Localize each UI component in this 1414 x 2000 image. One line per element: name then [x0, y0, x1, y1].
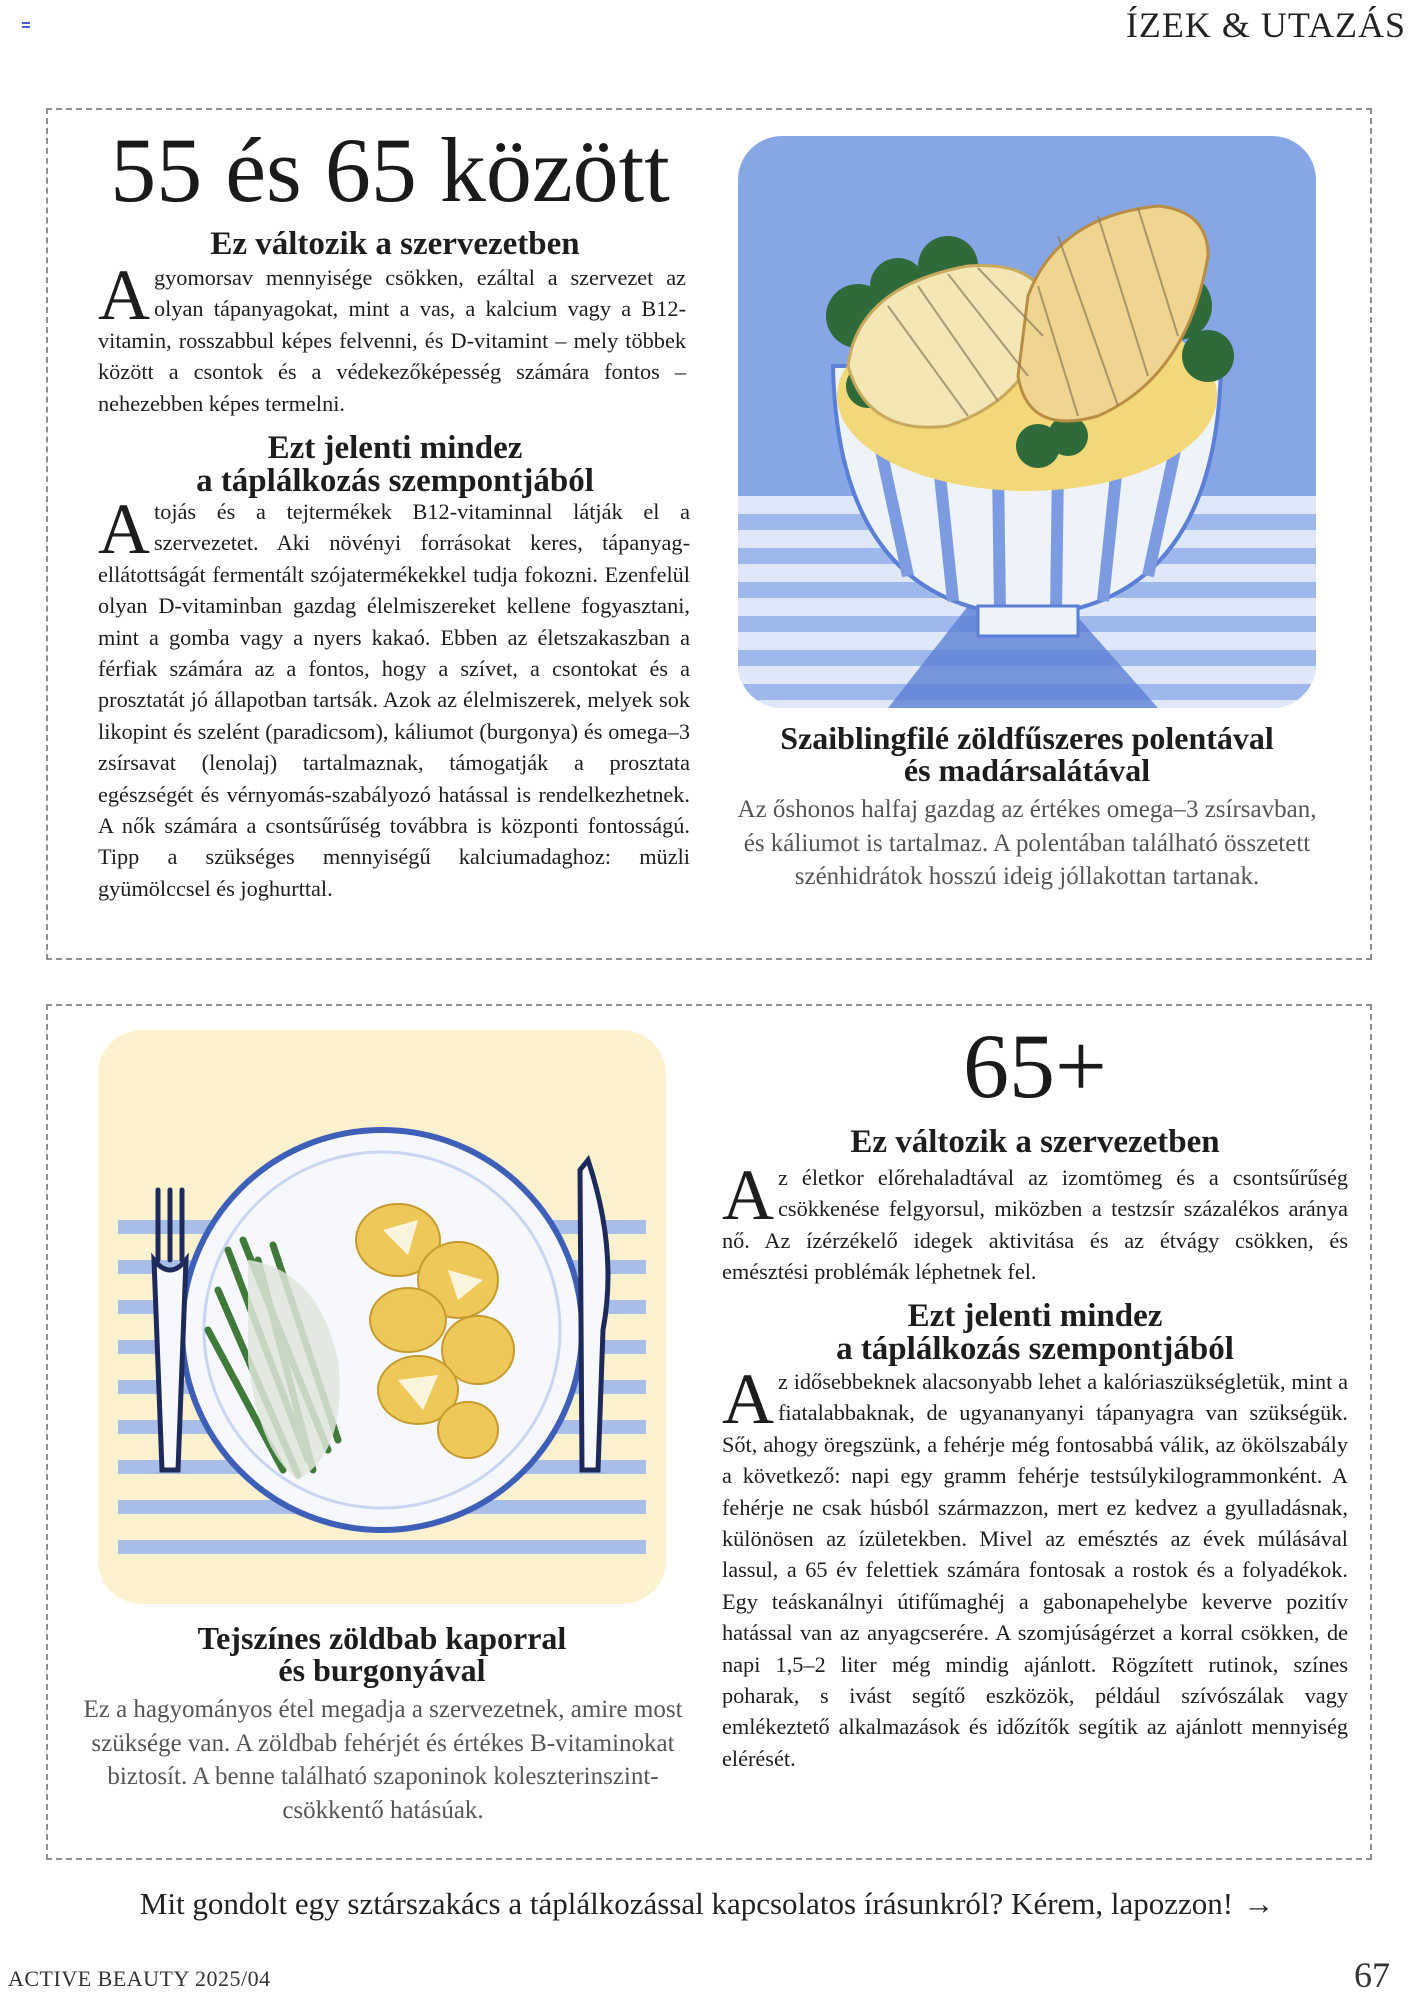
heading-meaning-2: Ezt jelenti mindez a táplálkozás szempontjából: [836, 1298, 1234, 1367]
recipe-title-greenbeans: Tejszínes zöldbab kaporral és burgonyával: [197, 1620, 567, 1688]
section-title-65-plus: 65+: [963, 1015, 1107, 1117]
magazine-issue: ACTIVE BEAUTY 2025/04: [8, 1966, 271, 1991]
heading-changes-2: Ez változik a szervezetben: [850, 1124, 1220, 1160]
arrow-right-icon[interactable]: →: [1243, 1886, 1275, 1921]
recipe-description-fish: Az őshonos halfaj gazdag az értékes omega–3 zsírsavban, és káliumot is tartalmaz. A polentában található összetett szénhidrátok hosszú ideig jóllakottan tartanak.: [737, 796, 1317, 890]
page-number: 67: [1354, 1955, 1390, 1995]
fish-polenta-illustration: [738, 136, 1316, 708]
paragraph-meaning-2: Az idősebbeknek alacsonyabb lehet a kalóriaszükségletük, mint a fiatalabbaknak, de ugyananyanyi tápanyagra van szükségük. Sőt, ahogy öregszünk, a fehérje még fontosabbá válik, az ökölszabály a következő: napi egy gramm fehérje testsúlykilogrammonként. A fehérje ne csak húsból származzon, mert ez kedvez a gyulladásnak, különösen az ízületekben. Mivel az emésztés az évek múlásával lassul, a 65 év felettiek számára fontosak a rostok és a folyadékok. Egy teáskanálnyi útifűmaghéj a gabonapehelybe keverve pozitív hatással van az anyagcserére. A szomjúságérzet a korral csökken, de napi 1,5–2 liter még mindig ajánlott. Rögzített rutinok, színes poharak, s ivást segítő eszközök, például szívószálak vagy emlékeztető alkalmazások és időzítők segítik az ajánlott mennyiség elérését.: [722, 1359, 1348, 1771]
recipe-title-fish: Szaiblingfilé zöldfűszeres polentával és madársalátával: [780, 720, 1274, 788]
heading-changes-1: Ez változik a szervezetben: [210, 226, 580, 262]
page-turn-teaser[interactable]: Mit gondolt egy sztárszakács a táplálkozással kapcsolatos írásunkról? Kérem, lapozzon! →: [139, 1886, 1275, 1921]
dropcap: A: [722, 1359, 774, 1439]
heading-meaning-1: Ezt jelenti mindez a táplálkozás szempontjából: [196, 430, 594, 499]
corner-mark: [22, 22, 30, 28]
paragraph-changes-1: Agyomorsav mennyisége csökken, ezáltal a szervezet az olyan tápanyagokat, mint a vas, a kalcium vagy a B12-vitamin, rosszabbul képes felvenni, és D-vitamint – mely többek között a csontok és a védekezőképesség számára fontos – nehezebben képes termelni.: [98, 255, 686, 416]
dropcap: A: [98, 489, 150, 569]
recipe-description-greenbeans: Ez a hagyományos étel megadja a szervezetnek, amire most szüksége van. A zöldbab fehérjét és értékes B-vitaminokat biztosít. A benne található szaponinok koleszterinszint-csökkentő hatásúak.: [83, 1696, 683, 1824]
greenbeans-potatoes-illustration: [98, 1030, 666, 1604]
section-title-55-65: 55 és 65 között: [110, 119, 670, 221]
dropcap: A: [98, 255, 150, 335]
paragraph-changes-2: Az életkor előrehaladtával az izomtömeg és a csontsűrűség csökkenése felgyorsul, miközben a testzsír százalékos aránya nő. Az ízérzékelő idegek aktivitása és az étvágy csökken, és emésztési problémák léphetnek fel.: [722, 1155, 1348, 1285]
dropcap: A: [722, 1155, 774, 1235]
section-label: ÍZEK & UTAZÁS: [1125, 5, 1406, 45]
paragraph-meaning-1: Atojás és a tejtermékek B12-vitaminnal látják el a szervezetet. Aki növényi forrásokat keres, tápanyag-ellátottságát fermentált szójatermékekkel tudja fokozni. Ezenfelül olyan D-vitaminban gazdag élelmiszereket kellene fogyasztani, mint a gomba vagy a nyers kakaó. Ebben az életszakaszban a férfiak számára az a fontos, hogy a szívet, a csontokat és a prosztatát jó állapotban tartsák. Azok az élelmiszerek, melyek sok likopint és szelént (paradicsom), káliumot (burgonya) és omega–3 zsírsavat (lenolaj) tartalmaznak, támogatják a prosztata egészségét és vérnyomás-szabályozó hatással is rendelkezhetnek. A nők számára a csontsűrűség továbbra is központi fontosságú. Tipp a szükséges mennyiségű kalciumadaghoz: müzli gyümölccsel és joghurttal.: [98, 489, 690, 901]
